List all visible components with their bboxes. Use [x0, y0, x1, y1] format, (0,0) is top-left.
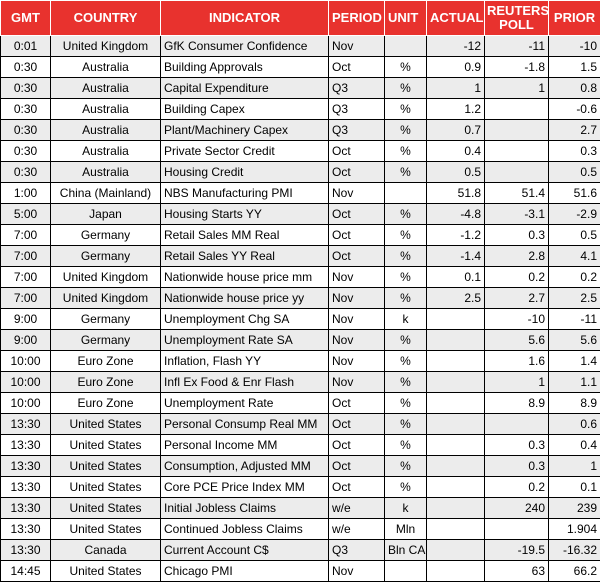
cell-country: Canada	[51, 540, 161, 561]
cell-reuters-poll: 0.3	[485, 456, 549, 477]
cell-gmt: 1:00	[1, 183, 51, 204]
cell-gmt: 0:30	[1, 99, 51, 120]
cell-prior: 8.9	[549, 393, 600, 414]
cell-period: Nov	[329, 330, 385, 351]
cell-period: Nov	[329, 288, 385, 309]
cell-indicator: Unemployment Rate SA	[161, 330, 329, 351]
cell-country: Euro Zone	[51, 393, 161, 414]
cell-indicator: Consumption, Adjusted MM	[161, 456, 329, 477]
cell-indicator: NBS Manufacturing PMI	[161, 183, 329, 204]
cell-reuters-poll: 0.2	[485, 267, 549, 288]
cell-indicator: Initial Jobless Claims	[161, 498, 329, 519]
cell-gmt: 5:00	[1, 204, 51, 225]
cell-unit: k	[385, 498, 427, 519]
cell-country: United States	[51, 435, 161, 456]
cell-reuters-poll: -3.1	[485, 204, 549, 225]
cell-actual	[427, 372, 485, 393]
cell-indicator: Retail Sales YY Real	[161, 246, 329, 267]
cell-period: Oct	[329, 414, 385, 435]
cell-actual: 0.9	[427, 57, 485, 78]
cell-unit: %	[385, 162, 427, 183]
cell-unit	[385, 183, 427, 204]
header-country: COUNTRY	[51, 1, 161, 36]
cell-period: Nov	[329, 183, 385, 204]
cell-country: Euro Zone	[51, 372, 161, 393]
cell-gmt: 10:00	[1, 393, 51, 414]
cell-gmt: 7:00	[1, 246, 51, 267]
cell-indicator: Nationwide house price mm	[161, 267, 329, 288]
cell-actual	[427, 498, 485, 519]
cell-indicator: Capital Expenditure	[161, 78, 329, 99]
cell-prior: 1.4	[549, 351, 600, 372]
header-row	[1, 1, 600, 36]
header-poll-line2: POLL	[499, 17, 534, 32]
cell-prior: 2.7	[549, 120, 600, 141]
cell-country: United States	[51, 519, 161, 540]
cell-actual: -1.4	[427, 246, 485, 267]
cell-prior: 0.2	[549, 267, 600, 288]
cell-unit: %	[385, 477, 427, 498]
cell-indicator: Unemployment Chg SA	[161, 309, 329, 330]
cell-unit: %	[385, 393, 427, 414]
cell-period: Nov	[329, 351, 385, 372]
table-row	[1, 36, 600, 57]
cell-gmt: 13:30	[1, 477, 51, 498]
cell-reuters-poll: 1	[485, 78, 549, 99]
table-row	[1, 309, 600, 330]
cell-unit: %	[385, 414, 427, 435]
cell-actual: 0.7	[427, 120, 485, 141]
header-gmt: GMT	[1, 1, 51, 36]
cell-prior: 5.6	[549, 330, 600, 351]
cell-prior: 4.1	[549, 246, 600, 267]
cell-prior: 1.904	[549, 519, 600, 540]
cell-gmt: 0:30	[1, 120, 51, 141]
table-row	[1, 456, 600, 477]
cell-prior: -10	[549, 36, 600, 57]
cell-country: Germany	[51, 330, 161, 351]
cell-reuters-poll	[485, 141, 549, 162]
cell-gmt: 13:30	[1, 519, 51, 540]
cell-actual	[427, 456, 485, 477]
cell-unit: %	[385, 78, 427, 99]
cell-indicator: Chicago PMI	[161, 561, 329, 582]
cell-prior: 2.5	[549, 288, 600, 309]
cell-country: Germany	[51, 246, 161, 267]
cell-reuters-poll: 0.3	[485, 435, 549, 456]
cell-period: Oct	[329, 435, 385, 456]
header-reuters-poll	[485, 1, 549, 36]
cell-unit: %	[385, 267, 427, 288]
header-indicator: INDICATOR	[161, 1, 329, 36]
cell-indicator: Nationwide house price yy	[161, 288, 329, 309]
cell-reuters-poll: 63	[485, 561, 549, 582]
header-prior: PRIOR	[549, 1, 600, 36]
cell-actual	[427, 414, 485, 435]
cell-period: Oct	[329, 225, 385, 246]
cell-unit: %	[385, 204, 427, 225]
cell-indicator: Plant/Machinery Capex	[161, 120, 329, 141]
table-row	[1, 183, 600, 204]
table-row	[1, 162, 600, 183]
cell-country: United States	[51, 414, 161, 435]
cell-prior: 1.5	[549, 57, 600, 78]
cell-period: Q3	[329, 120, 385, 141]
table-row	[1, 120, 600, 141]
cell-actual	[427, 477, 485, 498]
cell-period: Nov	[329, 561, 385, 582]
cell-prior: 239	[549, 498, 600, 519]
cell-country: Japan	[51, 204, 161, 225]
cell-unit: Bln CA	[385, 540, 427, 561]
cell-indicator: Retail Sales MM Real	[161, 225, 329, 246]
cell-actual	[427, 435, 485, 456]
cell-period: Nov	[329, 372, 385, 393]
cell-reuters-poll: 1.6	[485, 351, 549, 372]
cell-country: United Kingdom	[51, 288, 161, 309]
cell-reuters-poll	[485, 162, 549, 183]
cell-actual	[427, 519, 485, 540]
cell-gmt: 13:30	[1, 435, 51, 456]
cell-actual: 51.8	[427, 183, 485, 204]
table-row	[1, 225, 600, 246]
cell-gmt: 0:30	[1, 141, 51, 162]
cell-gmt: 13:30	[1, 498, 51, 519]
cell-period: Oct	[329, 393, 385, 414]
cell-period: Nov	[329, 36, 385, 57]
table-row	[1, 141, 600, 162]
table-row	[1, 351, 600, 372]
cell-reuters-poll: -10	[485, 309, 549, 330]
cell-actual	[427, 351, 485, 372]
cell-unit: %	[385, 246, 427, 267]
cell-prior: -16.32	[549, 540, 600, 561]
cell-country: Euro Zone	[51, 351, 161, 372]
header-actual: ACTUAL	[427, 1, 485, 36]
cell-country: Australia	[51, 120, 161, 141]
cell-reuters-poll: 240	[485, 498, 549, 519]
cell-country: Australia	[51, 141, 161, 162]
cell-country: United States	[51, 477, 161, 498]
cell-unit: %	[385, 57, 427, 78]
cell-reuters-poll	[485, 99, 549, 120]
cell-reuters-poll: 1	[485, 372, 549, 393]
cell-unit: k	[385, 309, 427, 330]
cell-indicator: Personal Consump Real MM	[161, 414, 329, 435]
cell-reuters-poll: 0.2	[485, 477, 549, 498]
cell-period: Oct	[329, 141, 385, 162]
table-row	[1, 414, 600, 435]
cell-gmt: 10:00	[1, 372, 51, 393]
cell-gmt: 9:00	[1, 309, 51, 330]
cell-unit: %	[385, 351, 427, 372]
cell-reuters-poll	[485, 120, 549, 141]
cell-actual: -12	[427, 36, 485, 57]
cell-gmt: 0:30	[1, 78, 51, 99]
cell-period: Oct	[329, 456, 385, 477]
cell-period: w/e	[329, 519, 385, 540]
cell-unit: %	[385, 99, 427, 120]
cell-prior: 0.5	[549, 225, 600, 246]
cell-period: Oct	[329, 477, 385, 498]
cell-gmt: 0:01	[1, 36, 51, 57]
cell-actual	[427, 309, 485, 330]
cell-period: w/e	[329, 498, 385, 519]
cell-period: Oct	[329, 162, 385, 183]
cell-gmt: 9:00	[1, 330, 51, 351]
cell-unit: %	[385, 372, 427, 393]
table-row	[1, 519, 600, 540]
cell-gmt: 13:30	[1, 540, 51, 561]
cell-country: Germany	[51, 225, 161, 246]
cell-indicator: Personal Income MM	[161, 435, 329, 456]
table-row	[1, 540, 600, 561]
cell-country: Australia	[51, 57, 161, 78]
cell-unit: %	[385, 288, 427, 309]
cell-indicator: Housing Credit	[161, 162, 329, 183]
cell-unit	[385, 36, 427, 57]
cell-actual: 0.4	[427, 141, 485, 162]
header-unit: UNIT	[385, 1, 427, 36]
header-poll-line1: REUTERS	[487, 3, 550, 18]
cell-country: China (Mainland)	[51, 183, 161, 204]
cell-prior: 1	[549, 456, 600, 477]
cell-period: Q3	[329, 540, 385, 561]
table-row	[1, 246, 600, 267]
cell-gmt: 14:45	[1, 561, 51, 582]
cell-prior: -11	[549, 309, 600, 330]
cell-prior: -2.9	[549, 204, 600, 225]
cell-period: Oct	[329, 246, 385, 267]
cell-unit: %	[385, 120, 427, 141]
cell-indicator: GfK Consumer Confidence	[161, 36, 329, 57]
cell-actual	[427, 540, 485, 561]
cell-period: Oct	[329, 204, 385, 225]
cell-unit	[385, 561, 427, 582]
cell-country: Australia	[51, 78, 161, 99]
cell-prior: 0.5	[549, 162, 600, 183]
cell-actual: 2.5	[427, 288, 485, 309]
cell-gmt: 7:00	[1, 267, 51, 288]
cell-indicator: Building Capex	[161, 99, 329, 120]
cell-indicator: Building Approvals	[161, 57, 329, 78]
cell-country: United States	[51, 498, 161, 519]
cell-period: Oct	[329, 57, 385, 78]
table-row	[1, 267, 600, 288]
cell-gmt: 10:00	[1, 351, 51, 372]
cell-reuters-poll: -11	[485, 36, 549, 57]
cell-unit: Mln	[385, 519, 427, 540]
cell-prior: 0.6	[549, 414, 600, 435]
cell-reuters-poll: 8.9	[485, 393, 549, 414]
table-body	[1, 36, 600, 582]
cell-reuters-poll: -1.8	[485, 57, 549, 78]
cell-gmt: 0:30	[1, 162, 51, 183]
cell-country: United Kingdom	[51, 267, 161, 288]
cell-indicator: Inflation, Flash YY	[161, 351, 329, 372]
cell-unit: %	[385, 225, 427, 246]
cell-period: Q3	[329, 78, 385, 99]
cell-period: Q3	[329, 99, 385, 120]
cell-prior: 1.1	[549, 372, 600, 393]
table-header	[1, 1, 600, 36]
cell-reuters-poll	[485, 414, 549, 435]
cell-prior: 51.6	[549, 183, 600, 204]
cell-unit: %	[385, 435, 427, 456]
cell-actual: 1.2	[427, 99, 485, 120]
table-row	[1, 57, 600, 78]
cell-indicator: Current Account C$	[161, 540, 329, 561]
cell-indicator: Housing Starts YY	[161, 204, 329, 225]
table-row	[1, 393, 600, 414]
cell-prior: 0.1	[549, 477, 600, 498]
cell-unit: %	[385, 141, 427, 162]
table-row	[1, 498, 600, 519]
cell-country: Australia	[51, 99, 161, 120]
cell-reuters-poll: 2.8	[485, 246, 549, 267]
cell-actual	[427, 330, 485, 351]
cell-country: United States	[51, 561, 161, 582]
cell-prior: 0.4	[549, 435, 600, 456]
cell-gmt: 13:30	[1, 456, 51, 477]
header-period: PERIOD	[329, 1, 385, 36]
table-row	[1, 477, 600, 498]
cell-prior: 66.2	[549, 561, 600, 582]
cell-prior: -0.6	[549, 99, 600, 120]
cell-period: Nov	[329, 267, 385, 288]
cell-country: United Kingdom	[51, 36, 161, 57]
cell-unit: %	[385, 330, 427, 351]
cell-reuters-poll: 51.4	[485, 183, 549, 204]
cell-gmt: 13:30	[1, 414, 51, 435]
cell-actual	[427, 561, 485, 582]
cell-actual: 0.5	[427, 162, 485, 183]
cell-actual: 1	[427, 78, 485, 99]
table-row	[1, 435, 600, 456]
cell-country: Australia	[51, 162, 161, 183]
cell-actual: 0.1	[427, 267, 485, 288]
cell-unit: %	[385, 456, 427, 477]
cell-indicator: Private Sector Credit	[161, 141, 329, 162]
cell-reuters-poll: 5.6	[485, 330, 549, 351]
table-row	[1, 204, 600, 225]
cell-prior: 0.3	[549, 141, 600, 162]
cell-reuters-poll: 2.7	[485, 288, 549, 309]
cell-gmt: 7:00	[1, 288, 51, 309]
cell-gmt: 7:00	[1, 225, 51, 246]
cell-reuters-poll: 0.3	[485, 225, 549, 246]
table-row	[1, 561, 600, 582]
cell-period: Nov	[329, 309, 385, 330]
cell-country: United States	[51, 456, 161, 477]
cell-actual	[427, 393, 485, 414]
cell-reuters-poll	[485, 519, 549, 540]
cell-indicator: Continued Jobless Claims	[161, 519, 329, 540]
table-row	[1, 288, 600, 309]
cell-indicator: Unemployment Rate	[161, 393, 329, 414]
cell-gmt: 0:30	[1, 57, 51, 78]
cell-country: Germany	[51, 309, 161, 330]
table-row	[1, 372, 600, 393]
cell-prior: 0.8	[549, 78, 600, 99]
cell-indicator: Core PCE Price Index MM	[161, 477, 329, 498]
cell-actual: -1.2	[427, 225, 485, 246]
table-row	[1, 78, 600, 99]
table-row	[1, 99, 600, 120]
cell-actual: -4.8	[427, 204, 485, 225]
table-row	[1, 330, 600, 351]
cell-indicator: Infl Ex Food & Enr Flash	[161, 372, 329, 393]
cell-reuters-poll: -19.5	[485, 540, 549, 561]
